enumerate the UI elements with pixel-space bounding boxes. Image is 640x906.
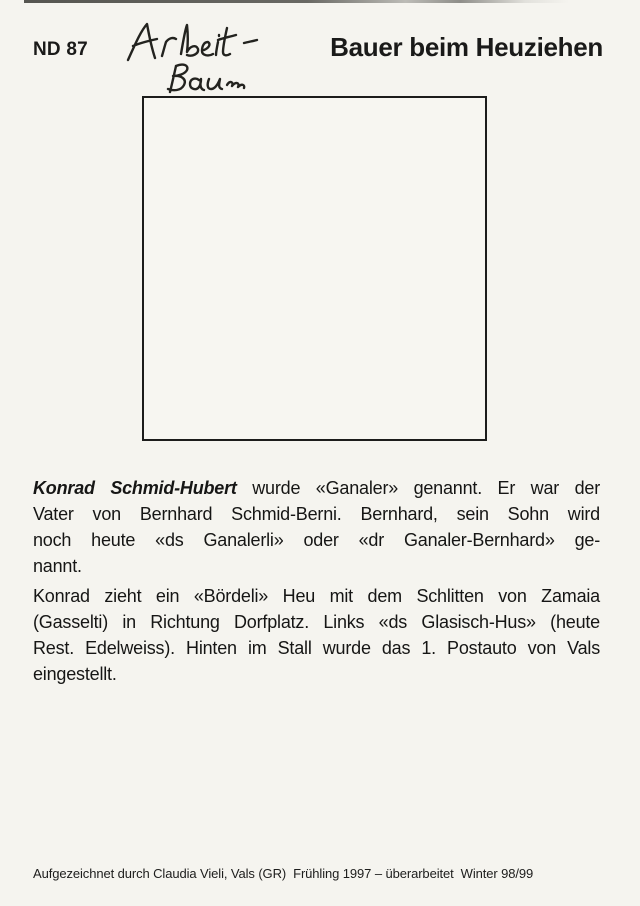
paragraph2-line3: Rest. Edelweiss). Hinten im Stall wurde das 1. Postauto von Vals (33, 638, 600, 658)
paragraph1-line1-rest: wurde «Ganaler» genannt. Er war der (236, 478, 600, 498)
paragraph2-line2: (Gasselti) in Richtung Dorfplatz. Links «ds Glasisch-Hus» (heute (33, 612, 600, 632)
paragraph-konrad-naming (33, 475, 600, 579)
card-title: Bauer beim Heuziehen (330, 32, 603, 62)
paragraph2-line4: eingestellt. (33, 664, 117, 684)
scan-edge-artifact (24, 0, 569, 3)
handwriting-line1-strokes (128, 24, 257, 60)
catalog-number: ND 87 (33, 39, 88, 60)
paragraph1-line2: Vater von Bernhard Schmid-Berni. Bernhard, sein Sohn wird (33, 504, 600, 524)
handwritten-annotation (126, 22, 262, 96)
person-name-lead: Konrad Schmid-Hubert (33, 478, 237, 498)
paragraph1-line1 (33, 475, 600, 501)
paragraph1-line4: nannt. (33, 556, 82, 576)
paragraph1-line3: noch heute «ds Ganalerli» oder «dr Ganaler-Bernhard» ge- (33, 530, 600, 550)
paragraph-scene-description (33, 583, 600, 687)
paragraph2-line1: Konrad zieht ein «Bördeli» Heu mit dem Schlitten von Zamaia (33, 586, 600, 606)
handwriting-line2-strokes (168, 65, 244, 92)
credit-line: Aufgezeichnet durch Claudia Vieli, Vals (GR) Frühling 1997 – überarbeitet Winter 98/99 (33, 866, 534, 881)
photo-frame (142, 96, 487, 441)
